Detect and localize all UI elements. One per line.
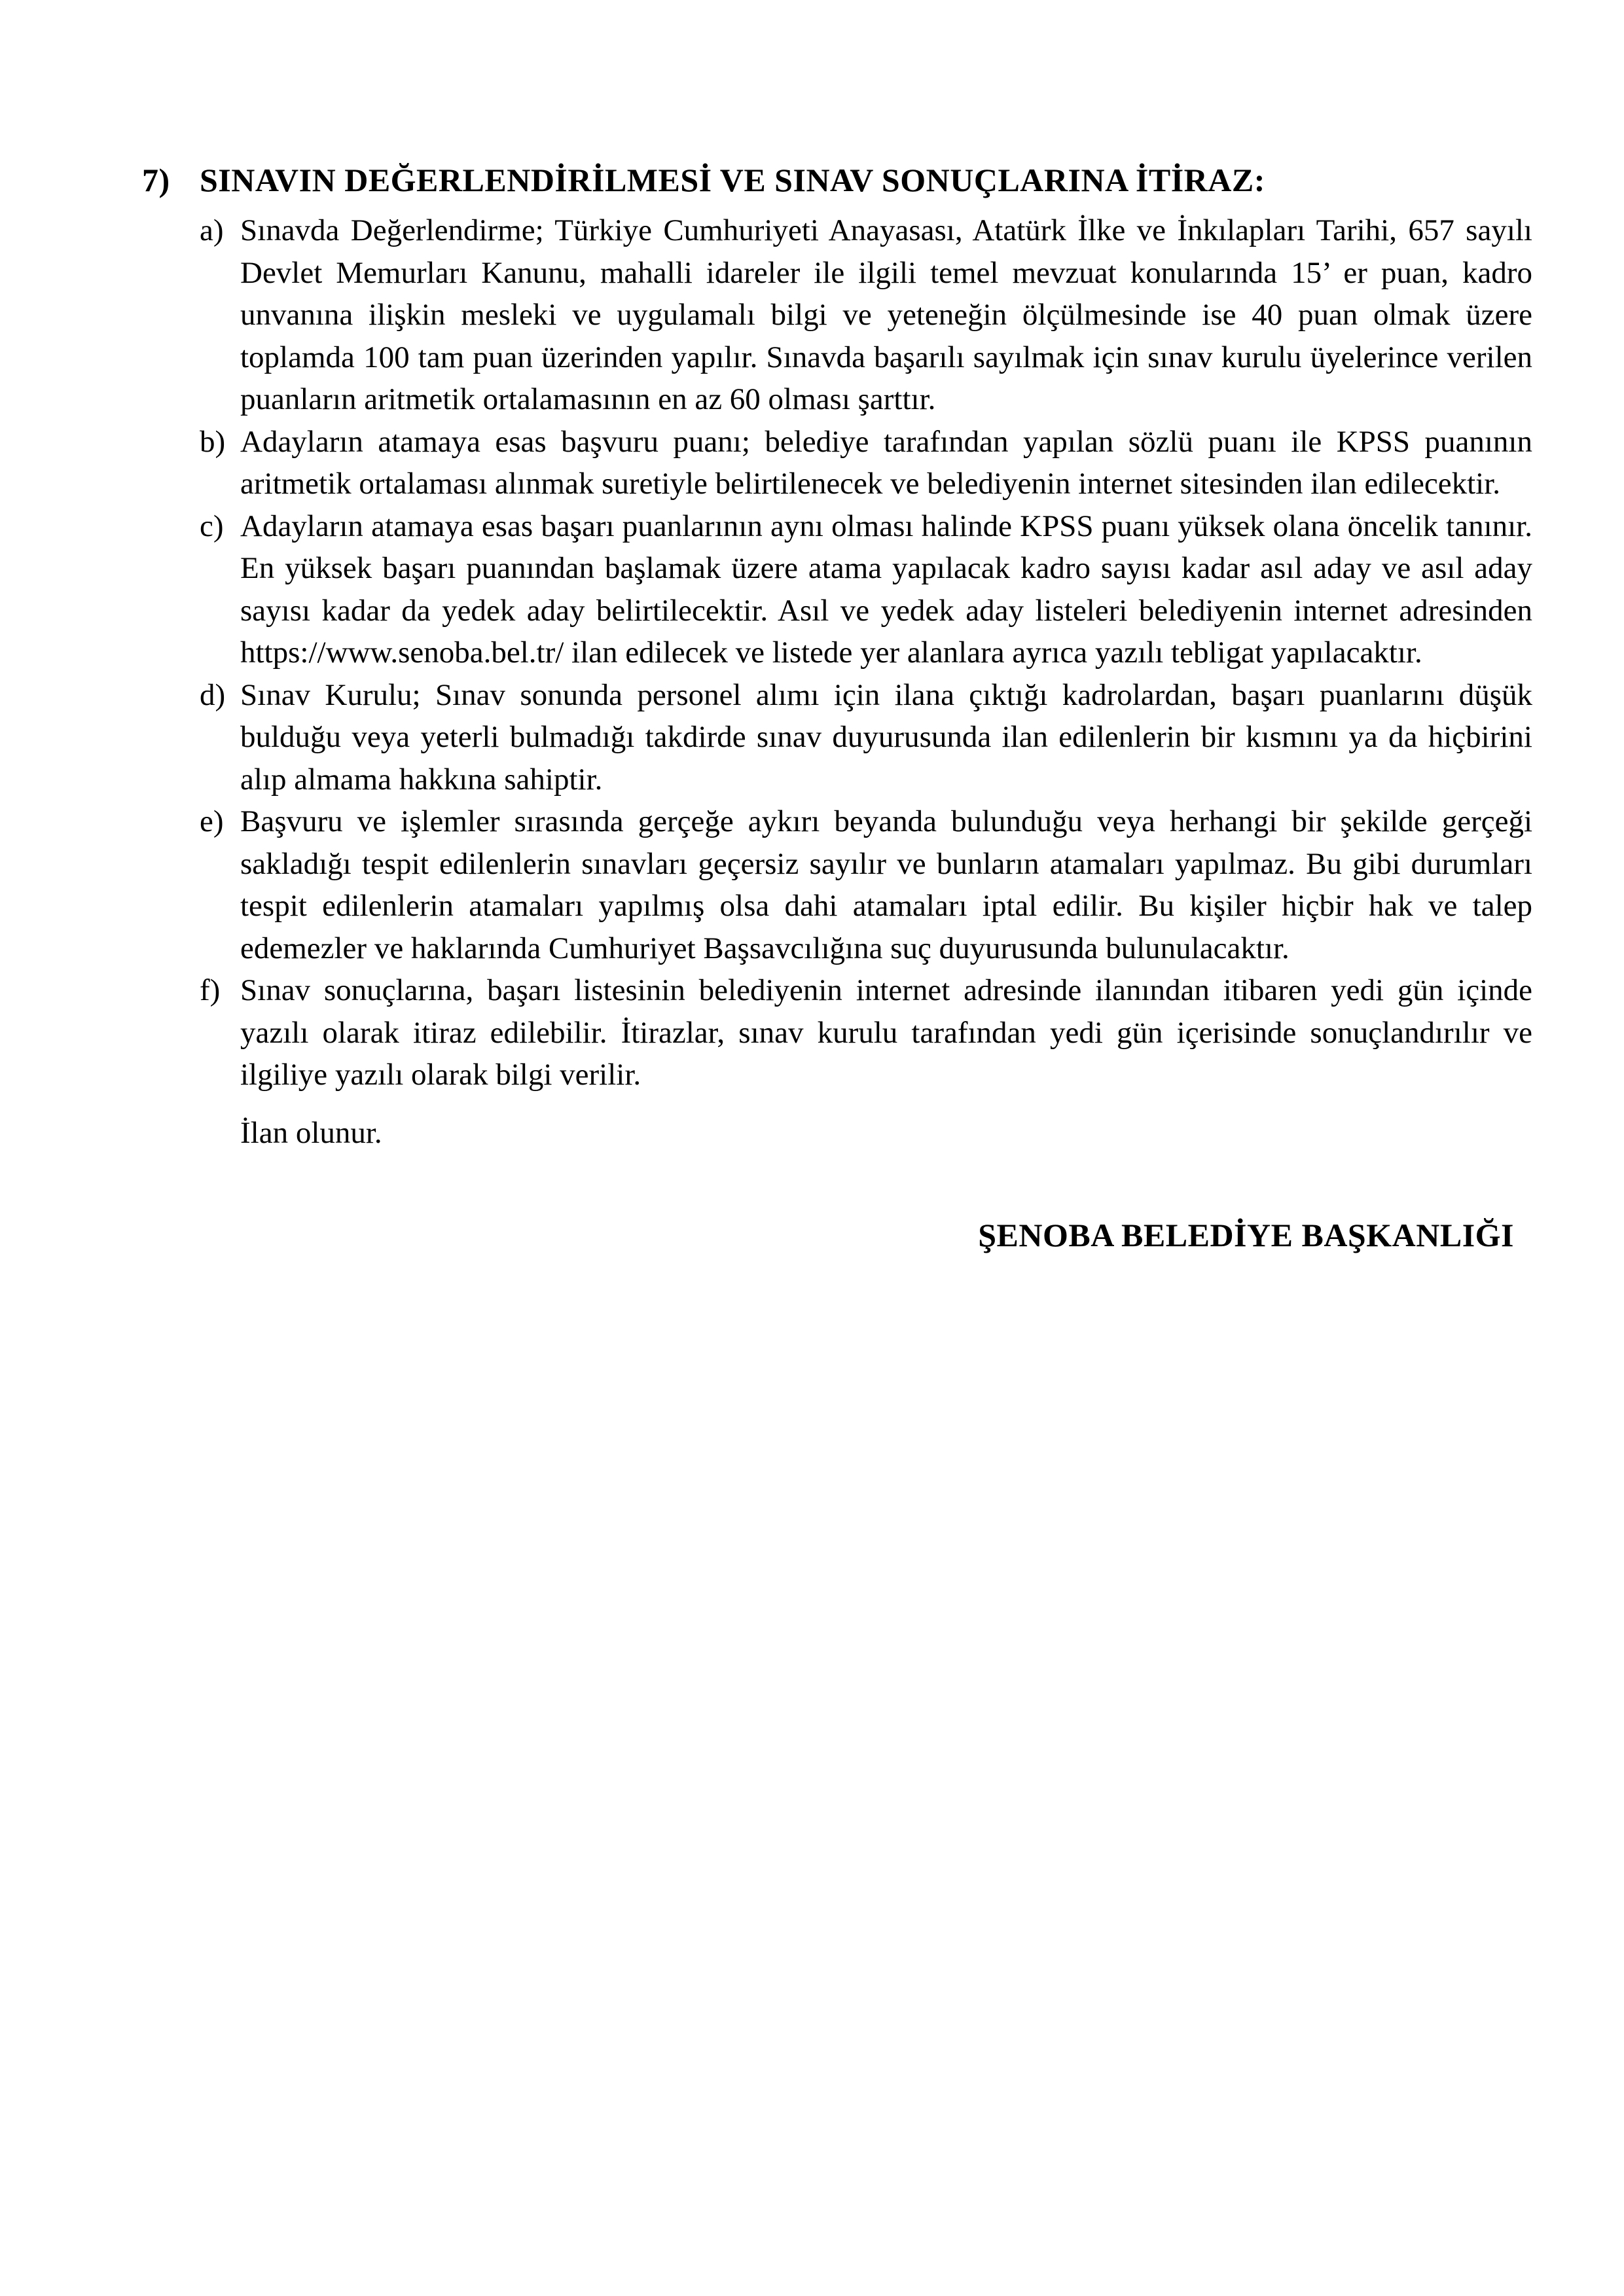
list-item-f	[200, 969, 1532, 1096]
item-text: Sınav sonuçlarına, başarı listesinin belediyenin internet adresinde ilanından itibaren yedi gün içinde yazılı olarak itiraz edilebilir. İtirazlar, sınav kurulu tarafından yedi gün içerisinde sonuçlandırılır ve ilgiliye yazılı olarak bilgi verilir.	[240, 973, 1532, 1092]
section-heading	[142, 159, 1532, 201]
section-item-list	[200, 209, 1532, 1096]
item-text: Sınavda Değerlendirme; Türkiye Cumhuriyeti Anayasası, Atatürk İlke ve İnkılapları Tarihi, 657 sayılı Devlet Memurları Kanunu, mahalli idareler ile ilgili temel mevzuat konularında 15’ er puan, kadro unvanına ilişkin mesleki ve uygulamalı bilgi ve yeteneğin ölçülmesinde ise 40 puan olmak üzere toplamda 100 tam puan üzerinden yapılır. Sınavda başarılı sayılmak için sınav kurulu üyelerince verilen puanların aritmetik ortalamasının en az 60 olması şarttır.	[240, 213, 1532, 416]
signature-text: ŞENOBA BELEDİYE BAŞKANLIĞI	[978, 1217, 1514, 1253]
item-text: Adayların atamaya esas başarı puanlarının aynı olması halinde KPSS puanı yüksek olana öncelik tanınır. En yüksek başarı puanından başlamak üzere atama yapılacak kadro sayısı kadar asıl aday ve asıl aday sayısı kadar da yedek aday belirtilecektir. Asıl ve yedek aday listeleri belediyenin internet adresinden https://www.senoba.bel.tr/ ilan edilecek ve listede yer alanlara ayrıca yazılı tebligat yapılacaktır.	[240, 509, 1532, 670]
list-item-a	[200, 209, 1532, 421]
item-label: a)	[200, 213, 224, 247]
section-title: SINAVIN DEĞERLENDİRİLMESİ VE SINAV SONUÇLARINA İTİRAZ:	[200, 162, 1265, 198]
item-label: f)	[200, 973, 221, 1007]
document-content	[142, 159, 1532, 1256]
list-item-c	[200, 505, 1532, 674]
list-item-e	[200, 800, 1532, 969]
item-text: Başvuru ve işlemler sırasında gerçeğe aykırı beyanda bulunduğu veya herhangi bir şekilde gerçeği sakladığı tespit edilenlerin sınavları geçersiz sayılır ve bunların atamaları yapılmaz. Bu gibi durumları tespit edilenlerin atamaları yapılmış olsa dahi atamaları iptal edilir. Bu kişiler hiçbir hak ve talep edemezler ve haklarında Cumhuriyet Başsavcılığına suç duyurusunda bulunulacaktır.	[240, 804, 1532, 965]
item-label: c)	[200, 509, 224, 543]
list-item-b	[200, 421, 1532, 505]
item-text: Sınav Kurulu; Sınav sonunda personel alımı için ilana çıktığı kadrolardan, başarı puanlarını düşük bulduğu veya yeterli bulmadığı takdirde sınav duyurusunda ilan edilenlerin bir kısmını ya da hiçbirini alıp almama hakkına sahiptir.	[240, 677, 1532, 797]
closing-text: İlan olunur.	[240, 1115, 382, 1150]
list-item-d	[200, 674, 1532, 801]
section-number: 7)	[142, 162, 170, 198]
item-label: e)	[200, 804, 224, 838]
item-label: d)	[200, 677, 226, 712]
item-label: b)	[200, 424, 226, 459]
item-text: Adayların atamaya esas başvuru puanı; belediye tarafından yapılan sözlü puanı ile KPSS puanının aritmetik ortalaması alınmak suretiyle belirtilenecek ve belediyenin internet sitesinden ilan edilecektir.	[240, 424, 1532, 501]
